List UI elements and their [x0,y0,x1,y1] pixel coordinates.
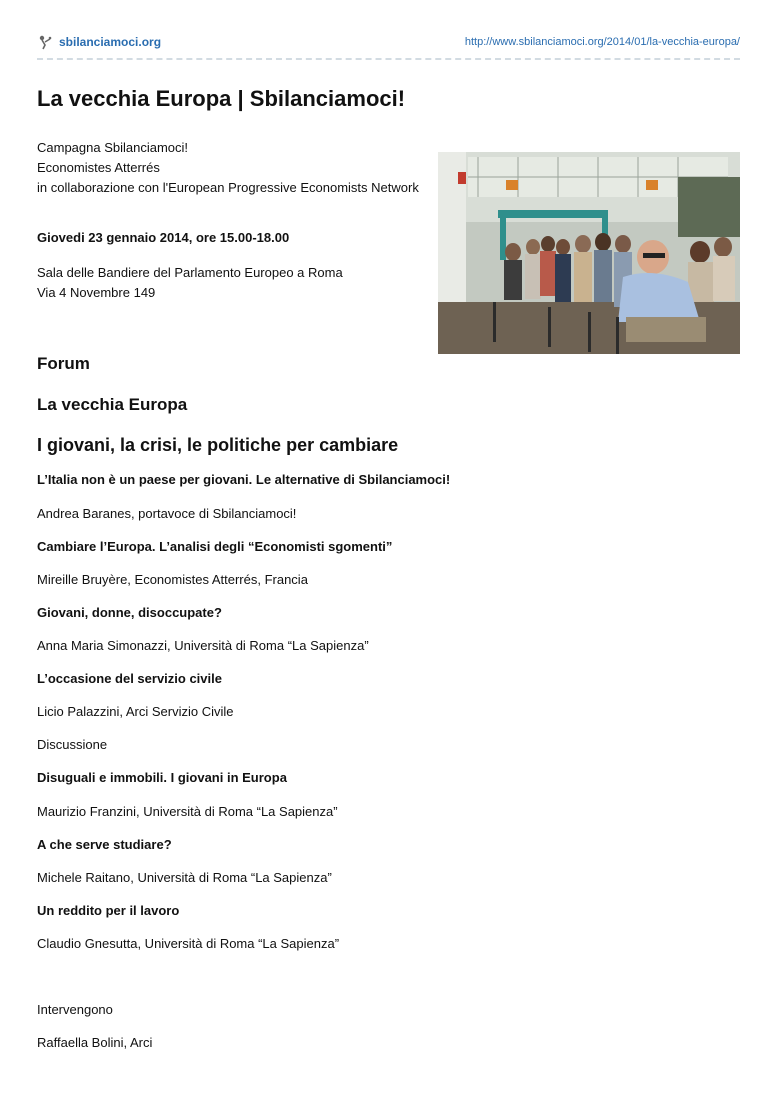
forum-heading: Forum [37,354,90,373]
venue-block [37,263,343,303]
site-link[interactable] [37,34,161,50]
talk-title: L’Italia non è un paese per giovani. Le alternative di Sbilanciamoci! [37,472,451,487]
talk-speaker: Maurizio Franzini, Università di Roma “La Sapienza” [37,804,338,819]
page-title: La vecchia Europa | Sbilanciamoci! [37,86,406,111]
talk-speaker: Claudio Gnesutta, Università di Roma “La Sapienza” [37,936,340,951]
talk-title: Disuguali e immobili. I giovani in Europa [37,770,287,785]
site-name[interactable]: sbilanciamoci.org [59,35,162,49]
talk-title: L’occasione del servizio civile [37,671,222,686]
event-photo [438,152,740,354]
talk-speaker: Andrea Baranes, portavoce di Sbilanciamoci! [37,506,297,521]
audience-photo-illustration [438,152,740,354]
forum-theme: I giovani, la crisi, le politiche per cambiare [37,435,399,455]
talk-speaker: Mireille Bruyère, Economistes Atterrés, Francia [37,572,308,587]
talk-speaker: Licio Palazzini, Arci Servizio Civile [37,704,234,719]
intro-block [37,138,427,198]
intro-line: Campagna Sbilanciamoci! [37,140,189,155]
intervengono-label: Intervengono [37,1002,113,1017]
talk-title: Giovani, donne, disoccupate? [37,605,222,620]
discussion-label: Discussione [37,737,108,752]
page-header [37,34,740,60]
talk-speaker: Anna Maria Simonazzi, Università di Roma “La Sapienza” [37,638,369,653]
site-logo-icon [37,34,55,50]
talk-title: Un reddito per il lavoro [37,903,180,918]
intervengono-speaker: Raffaella Bolini, Arci [37,1035,153,1050]
talk-title: A che serve studiare? [37,837,172,852]
talk-title: Cambiare l’Europa. L’analisi degli “Economisti sgomenti” [37,539,393,554]
event-date: Giovedi 23 gennaio 2014, ore 15.00-18.00 [37,230,290,245]
venue-line: Via 4 Novembre 149 [37,285,156,300]
intro-line: in collaborazione con l'European Progressive Economists Network [37,180,419,195]
venue-line: Sala delle Bandiere del Parlamento Europeo a Roma [37,265,343,280]
intro-line: Economistes Atterrés [37,160,160,175]
page-url[interactable]: http://www.sbilanciamoci.org/2014/01/la-vecchia-europa/ [464,36,740,48]
forum-subheading: La vecchia Europa [37,395,188,414]
talk-speaker: Michele Raitano, Università di Roma “La Sapienza” [37,870,332,885]
